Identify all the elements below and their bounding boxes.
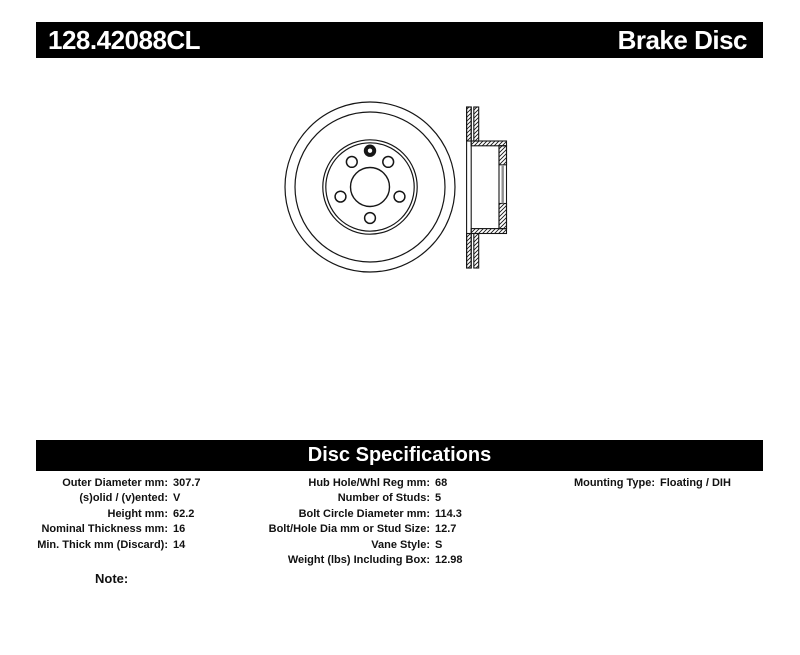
spec-section-title: Disc Specifications xyxy=(307,444,492,466)
spec-label: Hub Hole/Whl Reg mm: xyxy=(308,477,430,489)
stud-hole xyxy=(383,157,394,168)
spec-label: Outer Diameter mm: xyxy=(62,477,168,489)
spec-section-header xyxy=(36,440,763,471)
part-number: 128.42088CL xyxy=(48,24,201,55)
spec-column-middle xyxy=(240,476,463,568)
inboard-plate-bottom xyxy=(474,234,479,269)
outboard-plate-hatch-bottom xyxy=(467,234,472,269)
hat-face-stud-hole-line xyxy=(502,165,504,204)
spec-row-outer-diameter xyxy=(28,476,201,491)
spec-value: 12.7 xyxy=(435,523,457,536)
hat-face-hatch-top xyxy=(499,146,507,165)
stud-hole xyxy=(346,157,357,168)
spec-value: 68 xyxy=(435,477,448,489)
inboard-plate-top xyxy=(474,107,479,141)
spec-value: 16 xyxy=(173,523,186,536)
spec-row-solid-vented xyxy=(28,491,201,506)
disc-front-view xyxy=(285,102,455,272)
spec-row-min-thick xyxy=(28,538,201,553)
friction-surface-circle xyxy=(295,112,445,262)
spec-value: 62.2 xyxy=(173,507,195,520)
hat-bottom-wall xyxy=(471,229,506,234)
spec-column-left xyxy=(28,476,201,553)
spec-label: (s)olid / (v)ented: xyxy=(79,492,168,505)
stud-hole xyxy=(335,191,346,202)
spec-column-right xyxy=(540,476,731,491)
spec-row-nominal-thickness xyxy=(28,522,201,537)
spec-value: 12.98 xyxy=(435,554,463,567)
spec-label: Weight (lbs) Including Box: xyxy=(287,554,430,567)
spec-row-bolt-circle-diameter xyxy=(240,507,463,522)
spec-label: Min. Thick mm (Discard): xyxy=(37,538,168,551)
hat-top-wall xyxy=(471,141,506,146)
spec-label: Bolt/Hole Dia mm or Stud Size: xyxy=(268,523,430,536)
spec-label: Nominal Thickness mm: xyxy=(41,523,168,536)
spec-label: Height mm: xyxy=(107,507,168,520)
spec-row-hub-hole xyxy=(240,476,463,491)
stud-hole xyxy=(394,191,405,202)
center-bore-circle xyxy=(351,168,390,207)
spec-row-number-of-studs xyxy=(240,491,463,506)
spec-row-height xyxy=(28,507,201,522)
spec-value: 5 xyxy=(435,492,442,505)
hat-face-hatch-bottom xyxy=(499,204,507,229)
spec-value: 307.7 xyxy=(173,477,201,489)
product-type: Brake Disc xyxy=(617,24,747,55)
spec-label: Mounting Type: xyxy=(573,477,655,489)
spec-value: 14 xyxy=(173,538,186,551)
outer-diameter-circle xyxy=(285,102,455,272)
outboard-plate-hatch-top xyxy=(467,107,472,141)
spec-label: Bolt Circle Diameter mm: xyxy=(298,507,430,520)
stud-hole xyxy=(365,213,376,224)
spec-row-weight xyxy=(240,553,463,568)
spec-value: Floating / DIH xyxy=(660,477,731,489)
spec-value: S xyxy=(435,538,443,551)
set-screw-hole-bore xyxy=(368,149,372,153)
disc-cross-section xyxy=(467,107,507,268)
spec-row-vane-style xyxy=(240,538,463,553)
spec-row-bolt-hole-dia xyxy=(240,522,463,537)
note-label: Note: xyxy=(95,571,129,586)
spec-label: Vane Style: xyxy=(371,538,430,551)
spec-label: Number of Studs: xyxy=(337,492,430,505)
spec-value: 114.3 xyxy=(435,507,462,520)
spec-row-mounting-type xyxy=(540,476,731,491)
spec-value: V xyxy=(173,492,181,505)
